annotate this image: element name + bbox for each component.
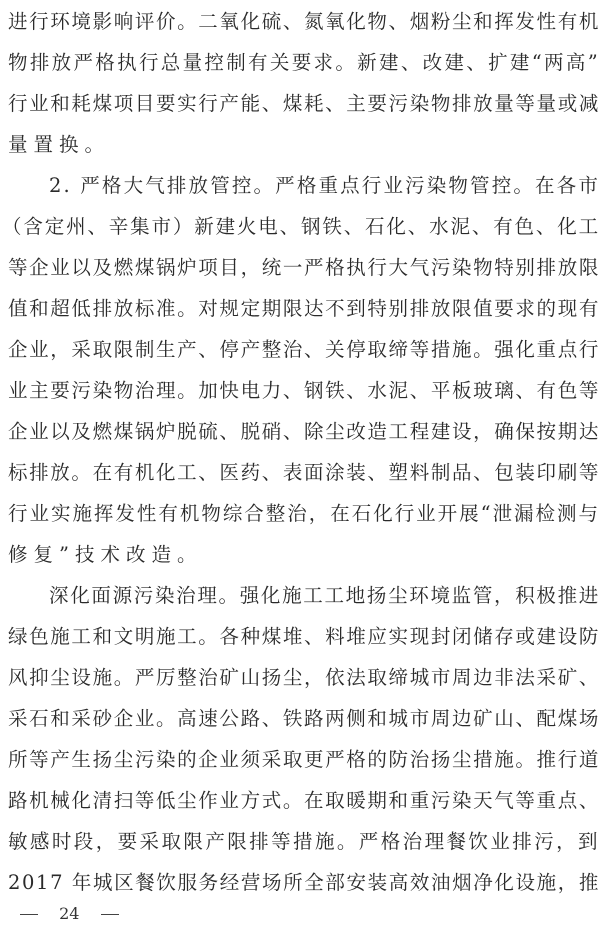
text-line-14: 修复”技术改造。 bbox=[8, 543, 203, 566]
page-number: 24 bbox=[59, 904, 80, 923]
text-line-1: 进行环境影响评价。二氧化硫、氮氧化物、烟粉尘和挥发性有机 bbox=[8, 10, 600, 33]
text-line-12: 标排放。在有机化工、医药、表面涂装、塑料制品、包装印刷等 bbox=[8, 461, 600, 484]
footer-left-dash bbox=[20, 914, 38, 915]
text-line-9: 企业，采取限制生产、停产整治、关停取缔等措施。强化重点行 bbox=[8, 338, 600, 361]
text-line-15: 深化面源污染治理。强化施工工地扬尘环境监管，积极推进 bbox=[49, 584, 600, 607]
text-line-6: （含定州、辛集市）新建火电、钢铁、石化、水泥、有色、化工 bbox=[2, 215, 600, 238]
footer-right-dash bbox=[101, 914, 119, 915]
text-line-18: 采石和采砂企业。高速公路、铁路两侧和城市周边矿山、配煤场 bbox=[8, 707, 600, 730]
text-line-7: 等企业以及燃煤锅炉项目，统一严格执行大气污染物特别排放限 bbox=[8, 256, 600, 279]
text-line-10: 业主要污染物治理。加快电力、钢铁、水泥、平板玻璃、有色等 bbox=[8, 379, 600, 402]
text-line-21: 敏感时段，要采取限产限排等措施。严格治理餐饮业排污，到 bbox=[8, 830, 600, 853]
text-line-16: 绿色施工和文明施工。各种煤堆、料堆应实现封闭储存或建设防 bbox=[8, 625, 600, 648]
text-line-2: 物排放严格执行总量控制有关要求。新建、改建、扩建“两高” bbox=[8, 51, 600, 74]
text-line-20: 路机械化清扫等低尘作业方式。在取暖期和重污染天气等重点、 bbox=[8, 789, 600, 812]
text-line-3: 行业和耗煤项目要实行产能、煤耗、主要污染物排放量等量或减 bbox=[8, 92, 600, 115]
text-line-22: 2017 年城区餐饮服务经营场所全部安装高效油烟净化设施，推 bbox=[8, 871, 600, 894]
text-line-8: 值和超低排放标准。对规定期限达不到特别排放限值要求的现有 bbox=[8, 297, 600, 320]
text-line-17: 风抑尘设施。严厉整治矿山扬尘，依法取缔城市周边非法采矿、 bbox=[8, 666, 600, 689]
page-footer bbox=[20, 899, 119, 929]
text-line-5: 2. 严格大气排放管控。严格重点行业污染物管控。在各市 bbox=[49, 174, 600, 197]
text-line-13: 行业实施挥发性有机物综合整治，在石化行业开展“泄漏检测与 bbox=[8, 502, 600, 525]
text-line-11: 企业以及燃煤锅炉脱硫、脱硝、除尘改造工程建设，确保按期达 bbox=[8, 420, 600, 443]
text-line-4: 量置换。 bbox=[8, 133, 111, 156]
text-line-19: 所等产生扬尘污染的企业须采取更严格的防治扬尘措施。推行道 bbox=[8, 748, 600, 771]
